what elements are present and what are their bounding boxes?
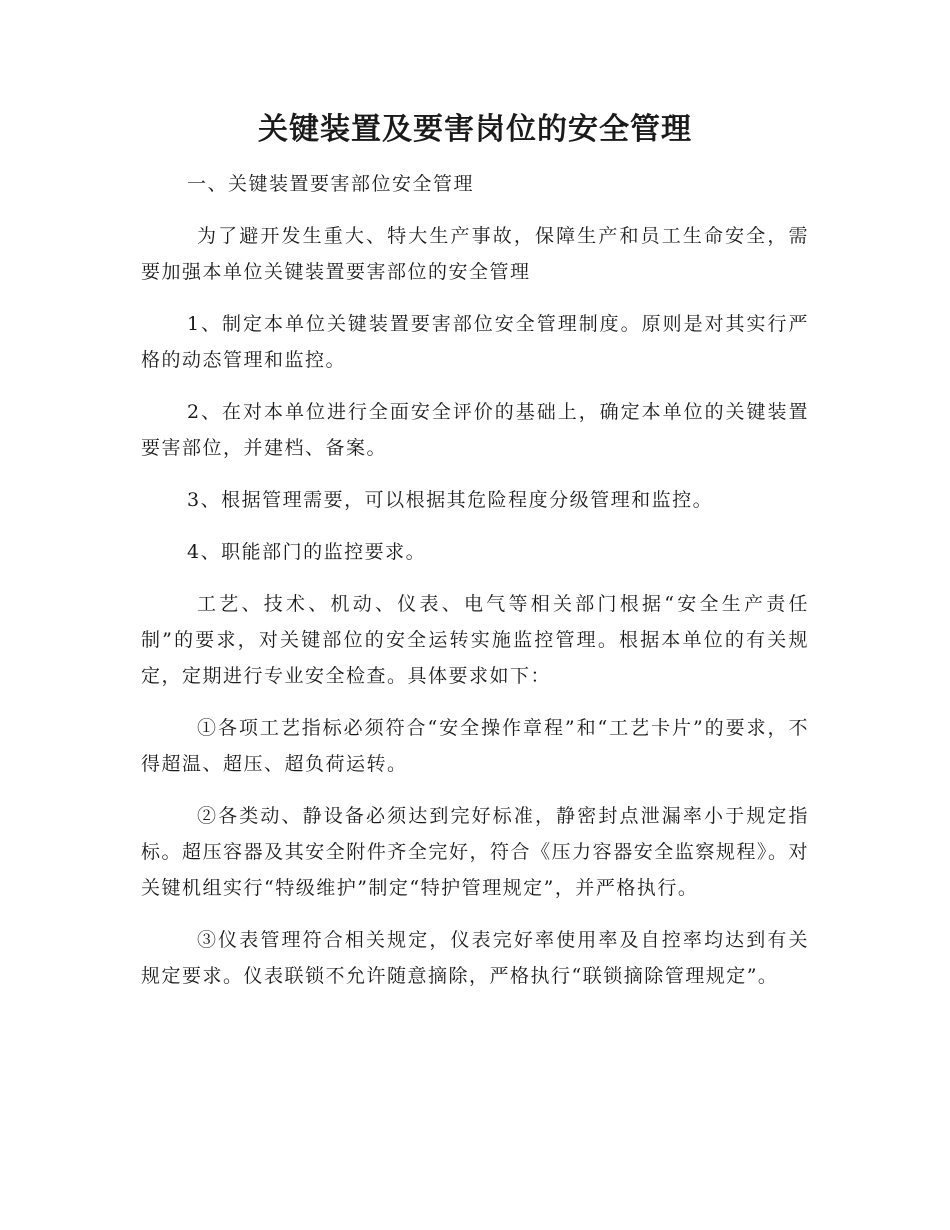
document-title: 关键装置及要害岗位的安全管理	[258, 112, 692, 147]
paragraph-item-1: 1、制定本单位关键装置要害部位安全管理制度。原则是对其实行严格的动态管理和监控。	[141, 313, 809, 371]
section-heading: 一、关键装置要害部位安全管理	[187, 173, 475, 195]
paragraph-requirement-3: ③仪表管理符合相关规定，仪表完好率使用率及自控率均达到有关规定要求。仪表联锁不允许随意摘除，严格执行“联锁摘除管理规定”。	[141, 929, 809, 987]
paragraph-requirement-1: ①各项工艺指标必须符合“安全操作章程”和“工艺卡片”的要求，不得超温、超压、超负荷运转。	[141, 717, 809, 775]
paragraph-monitoring: 工艺、技术、机动、仪表、电气等相关部门根据“安全生产责任制”的要求，对关键部位的安全运转实施监控管理。根据本单位的有关规定，定期进行专业安全检查。具体要求如下：	[141, 593, 809, 687]
paragraph-item-2: 2、在对本单位进行全面安全评价的基础上，确定本单位的关键装置要害部位，并建档、备案。	[141, 401, 809, 459]
paragraph-item-3: 3、根据管理需要，可以根据其危险程度分级管理和监控。	[187, 489, 714, 511]
paragraph-intro: 为了避开发生重大、特大生产事故，保障生产和员工生命安全，需要加强本单位关键装置要害部位的安全管理	[141, 225, 809, 283]
document-page	[141, 108, 809, 1010]
paragraph-requirement-2: ②各类动、静设备必须达到完好标准，静密封点泄漏率小于规定指标。超压容器及其安全附件齐全完好，符合《压力容器安全监察规程》。对关键机组实行“特级维护”制定“特护管理规定”，并严格执行。	[141, 805, 809, 899]
paragraph-item-4: 4、职能部门的监控要求。	[187, 541, 427, 563]
